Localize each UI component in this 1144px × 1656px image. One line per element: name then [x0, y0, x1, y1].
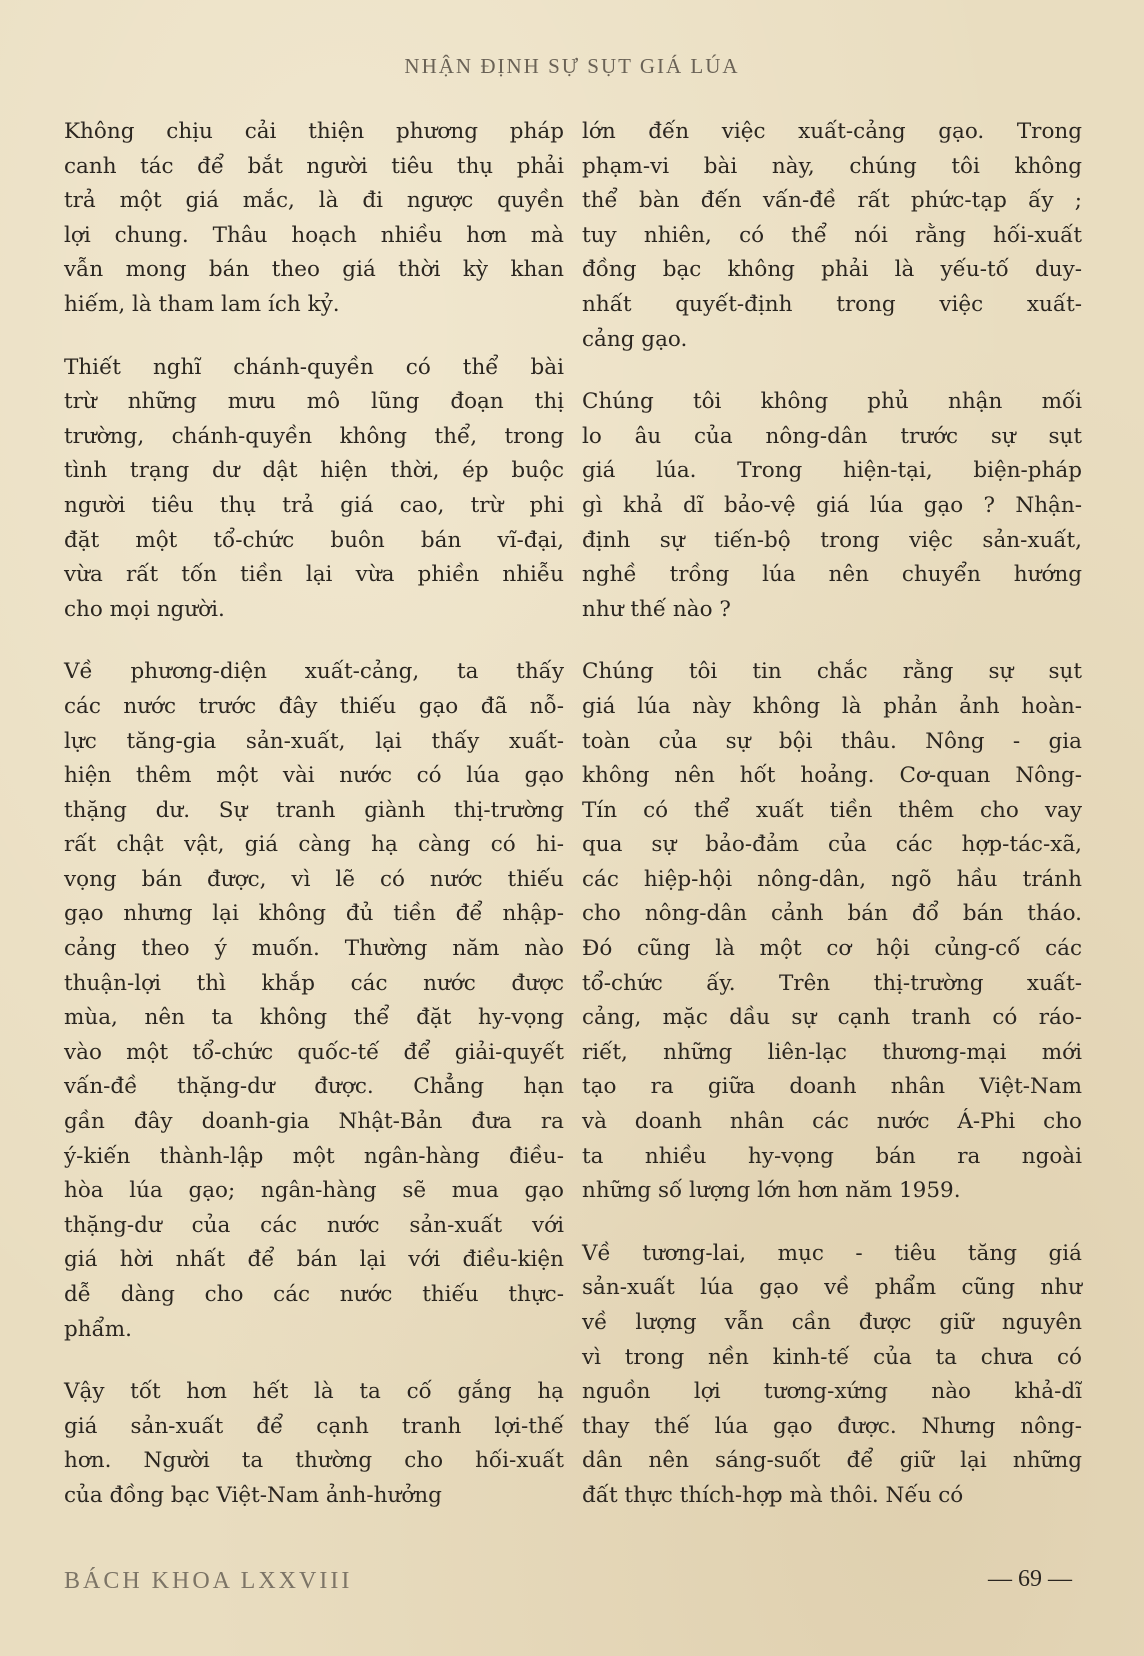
text-line: hiếm, là tham lam ích kỷ. [64, 291, 340, 317]
text-line: nghề trồng lúa nên chuyển hướng [582, 562, 1082, 588]
paragraph [582, 1237, 1082, 1514]
paragraph [64, 351, 564, 628]
text-line: Về tương-lai, mục - tiêu tăng giá [582, 1240, 1082, 1266]
text-line: Về phương-diện xuất-cảng, ta thấy [64, 659, 564, 685]
text-line: lợi chung. Thâu hoạch nhiều hơn mà [64, 222, 564, 248]
text-line: toàn của sự bội thâu. Nông - gia [582, 728, 1082, 754]
text-line: cho nông-dân cảnh bán đổ bán tháo. [582, 901, 1082, 927]
running-title: NHẬN ĐỊNH SỰ SỤT GIÁ LÚA [404, 54, 740, 78]
text-line: lớn đến việc xuất-cảng gạo. Trong [582, 119, 1082, 144]
text-line: về lượng vẫn cần được giữ nguyên [582, 1310, 1082, 1335]
paragraph [64, 1375, 564, 1513]
text-line: trả một giá mắc, là đi ngược quyền [64, 188, 564, 214]
text-line: đất thực thích-hợp mà thôi. Nếu có [582, 1482, 964, 1508]
text-line: đặt một tổ-chức buôn bán vĩ-đại, [64, 527, 564, 553]
text-line: lực tăng-gia sản-xuất, lại thấy xuất- [64, 728, 564, 754]
text-line: rất chật vật, giá càng hạ càng có hi- [64, 832, 564, 858]
text-line: ta nhiều hy-vọng bán ra ngoài [582, 1143, 1082, 1169]
text-line: lo âu của nông-dân trước sự sụt [582, 423, 1082, 449]
text-line: nguồn lợi tương-xứng nào khả-dĩ [582, 1379, 1082, 1405]
magazine-footer-title: BÁCH KHOA LXXVIII [64, 1568, 353, 1594]
text-line: cảng theo ý muốn. Thường năm nào [64, 936, 564, 962]
text-line: trường, chánh-quyền không thể, trong [64, 423, 564, 449]
text-line: tạo ra giữa doanh nhân Việt-Nam [582, 1074, 1082, 1100]
text-line: vì trong nền kinh-tế của ta chưa có [582, 1344, 1082, 1370]
text-line: tuy nhiên, có thể nói rằng hối-xuất [582, 222, 1082, 248]
text-line: Không chịu cải thiện phương pháp [64, 119, 564, 144]
text-line: phạm-vi bài này, chúng tôi không [582, 153, 1082, 179]
text-line: vào một tổ-chức quốc-tế để giải-quyết [64, 1039, 564, 1065]
text-line: giá sản-xuất để cạnh tranh lợi-thế [64, 1413, 564, 1439]
text-line: như thế nào ? [582, 596, 731, 622]
text-line: định sự tiến-bộ trong việc sản-xuất, [582, 527, 1082, 553]
text-line: hòa lúa gạo; ngân-hàng sẽ mua gạo [64, 1178, 564, 1204]
text-line: Thiết nghĩ chánh-quyền có thể bài [64, 354, 564, 380]
text-line: Chúng tôi không phủ nhận mối [582, 389, 1082, 415]
text-line: Tín có thể xuất tiền thêm cho vay [582, 797, 1082, 823]
paragraph [582, 115, 1082, 357]
text-line: cho mọi người. [64, 596, 225, 622]
text-line: thuận-lợi thì khắp các nước được [64, 970, 564, 996]
text-line: sản-xuất lúa gạo về phẩm cũng như [582, 1275, 1082, 1301]
text-line: cảng, mặc dầu sự cạnh tranh có ráo- [582, 1005, 1082, 1031]
text-line: canh tác để bắt người tiêu thụ phải [64, 153, 564, 179]
text-line: người tiêu thụ trả giá cao, trừ phi [64, 492, 564, 518]
text-line: các nước trước đây thiếu gạo đã nỗ- [64, 693, 564, 719]
paragraph [64, 115, 564, 323]
text-line: thay thế lúa gạo được. Nhưng nông- [582, 1413, 1082, 1439]
text-line: không nên hốt hoảng. Cơ-quan Nông- [582, 763, 1082, 789]
text-line: thể bàn đến vấn-đề rất phức-tạp ấy ; [582, 188, 1082, 214]
paragraph [582, 655, 1082, 1209]
right-column [582, 115, 1082, 1542]
text-line: hiện thêm một vài nước có lúa gạo [64, 763, 564, 789]
text-line: gần đây doanh-gia Nhật-Bản đưa ra [64, 1109, 564, 1135]
text-line: giá hời nhất để bán lại với điều-kiện [64, 1247, 564, 1273]
text-line: tình trạng dư dật hiện thời, ép buộc [64, 458, 564, 484]
text-line: giá lúa. Trong hiện-tại, biện-pháp [582, 458, 1082, 484]
text-line: cảng gạo. [582, 326, 688, 352]
text-line: Chúng tôi tin chắc rằng sự sụt [582, 659, 1082, 685]
text-line: vọng bán được, vì lẽ có nước thiếu [64, 866, 564, 892]
text-line: Đó cũng là một cơ hội củng-cố các [582, 936, 1082, 962]
text-line: và doanh nhân các nước Á-Phi cho [582, 1109, 1082, 1135]
left-column [64, 115, 564, 1542]
text-line: mùa, nên ta không thể đặt hy-vọng [64, 1005, 564, 1031]
text-line: tổ-chức ấy. Trên thị-trường xuất- [582, 970, 1082, 996]
paragraph [582, 385, 1082, 627]
text-line: riết, những liên-lạc thương-mại mới [582, 1039, 1082, 1065]
text-line: hơn. Người ta thường cho hối-xuất [64, 1448, 564, 1474]
page-number: — 69 — [988, 1566, 1072, 1592]
text-line: qua sự bảo-đảm của các hợp-tác-xã, [582, 832, 1082, 858]
text-line: thặng-dư của các nước sản-xuất với [64, 1212, 564, 1238]
text-line: giá lúa này không là phản ảnh hoàn- [582, 693, 1082, 719]
text-line: dễ dàng cho các nước thiếu thực- [64, 1282, 564, 1307]
text-line: vấn-đề thặng-dư được. Chẳng hạn [64, 1074, 564, 1100]
text-line: gì khả dĩ bảo-vệ giá lúa gạo ? Nhận- [582, 492, 1082, 518]
text-line: của đồng bạc Việt-Nam ảnh-hưởng [64, 1482, 442, 1508]
text-line: dân nên sáng-suốt để giữ lại những [582, 1448, 1082, 1474]
text-line: những số lượng lớn hơn năm 1959. [582, 1178, 961, 1204]
text-line: đồng bạc không phải là yếu-tố duy- [582, 257, 1082, 283]
text-line: phẩm. [64, 1316, 133, 1342]
text-line: các hiệp-hội nông-dân, ngõ hầu tránh [582, 866, 1082, 892]
text-line: vừa rất tốn tiền lại vừa phiền nhiễu [64, 562, 564, 588]
text-line: gạo nhưng lại không đủ tiền để nhập- [64, 901, 564, 927]
text-line: trừ những mưu mô lũng đoạn thị [64, 389, 564, 415]
paragraph [64, 655, 564, 1347]
text-line: nhất quyết-định trong việc xuất- [582, 291, 1082, 317]
text-line: vẫn mong bán theo giá thời kỳ khan [64, 257, 564, 283]
text-line: thặng dư. Sự tranh giành thị-trường [64, 797, 564, 823]
text-line: ý-kiến thành-lập một ngân-hàng điều- [64, 1143, 564, 1169]
text-line: Vậy tốt hơn hết là ta cố gắng hạ [64, 1379, 564, 1405]
